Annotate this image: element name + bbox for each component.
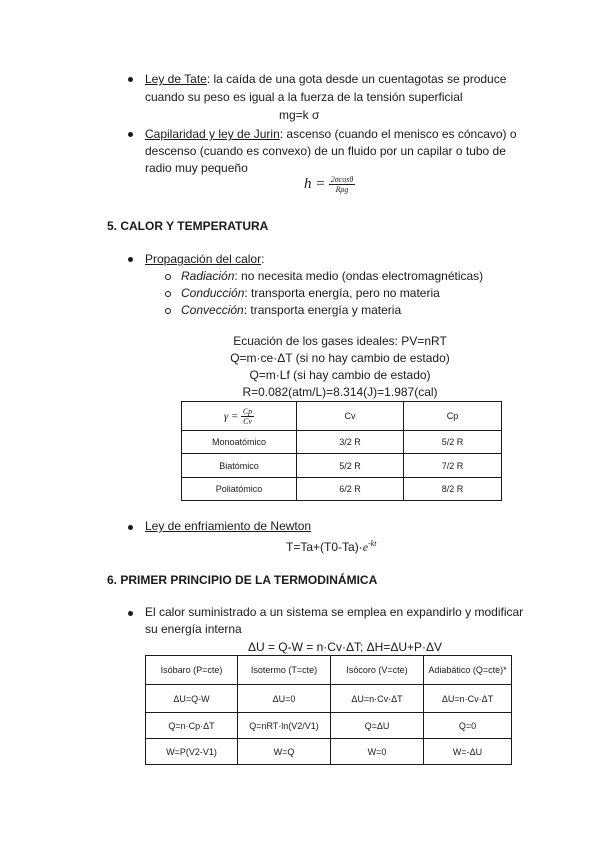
propagation-item: Convección: transporta energía y materia [181, 303, 402, 317]
bullet [128, 525, 133, 530]
table-row: W=P(V2-V1) W=Q W=0 W=-ΔU [146, 739, 512, 765]
newton-title: Ley de enfriamiento de Newton [145, 519, 312, 533]
sub-bullet [165, 291, 171, 297]
table-row: Monoatómico 3/2 R 5/2 R [182, 431, 502, 454]
tate-formula: mg=k σ [279, 108, 320, 122]
newton-formula: $T=Ta+(T0-Ta)\cdot e^{-kt}$ [286, 539, 377, 554]
bullet [128, 257, 133, 262]
section-5-heading: 5. CALOR Y TEMPERATURA [107, 219, 269, 233]
gamma-header: γ = $\frac{Cp}{Cv}$ [182, 402, 297, 431]
process-table [145, 655, 512, 765]
equation-line: Ecuación de los gases ideales: PV=nRT [233, 334, 447, 348]
equation-line: Q=m·ce·ΔT (si no hay cambio de estado) [230, 351, 450, 365]
tate-line-1: Ley de Tate: la caída de una gota desde un cuentagotas se produce [145, 72, 507, 86]
bullet [128, 611, 133, 616]
sub-bullet [165, 308, 171, 314]
jurin-line-2: descenso (cuando es convexo) de un fluido por un capilar o tubo de [145, 144, 506, 158]
tate-title: Ley de Tate [145, 72, 207, 86]
propagation-title: Propagación del calor: [145, 252, 265, 266]
cp-header: Cp [404, 402, 502, 431]
table-row: Biatómico 5/2 R 7/2 R [182, 454, 502, 478]
table-header-row: Isóbaro (P=cte) Isotermo (T=cte) Isócoro (V=cte) Adiabático (Q=cte)* [146, 656, 512, 685]
propagation-item: Radiación: no necesita medio (ondas electromagnéticas) [181, 269, 484, 283]
gamma-table [181, 401, 502, 501]
energy-equation: ΔU = Q-W = n·Cv·ΔT; ΔH=ΔU+P·ΔV [247, 640, 443, 654]
table-row: ΔU=Q-W ΔU=0 ΔU=n·Cv·ΔT ΔU=n·Cv·ΔT [146, 685, 512, 713]
jurin-line-1: Capilaridad y ley de Jurin: ascenso (cuando el menisco es cóncavo) o [145, 127, 517, 141]
section-6-line-2: su energía interna [145, 622, 242, 636]
jurin-title: Capilaridad y ley de Jurin [145, 127, 280, 141]
cv-header: Cv [297, 402, 404, 431]
jurin-formula: h = $\frac{2\sigma\cos\theta}{\text{Rρg}}$ [304, 175, 354, 194]
table-row: Q=n·Cp·ΔT Q=nRT·ln(V2/V1) Q=ΔU Q=0 [146, 713, 512, 739]
propagation-item: Conducción: transporta energía, pero no materia [181, 286, 440, 300]
bullet [128, 132, 133, 137]
equation-line: Q=m·Lf (si hay cambio de estado) [249, 368, 431, 382]
tate-line-2: cuando su peso es igual a la fuerza de la tensión superficial [145, 90, 463, 104]
sub-bullet [165, 274, 171, 280]
table-row: Poliatómico 6/2 R 8/2 R [182, 478, 502, 501]
section-6-line-1: El calor suministrado a un sistema se emplea en expandirlo y modificar [145, 605, 524, 619]
bullet [128, 77, 133, 82]
equation-line: R=0.082(atm/L)=8.314(J)=1.987(cal) [242, 385, 438, 399]
section-6-heading: 6. PRIMER PRINCIPIO DE LA TERMODINÁMICA [107, 573, 378, 587]
jurin-line-3: radio muy pequeño [145, 161, 248, 175]
